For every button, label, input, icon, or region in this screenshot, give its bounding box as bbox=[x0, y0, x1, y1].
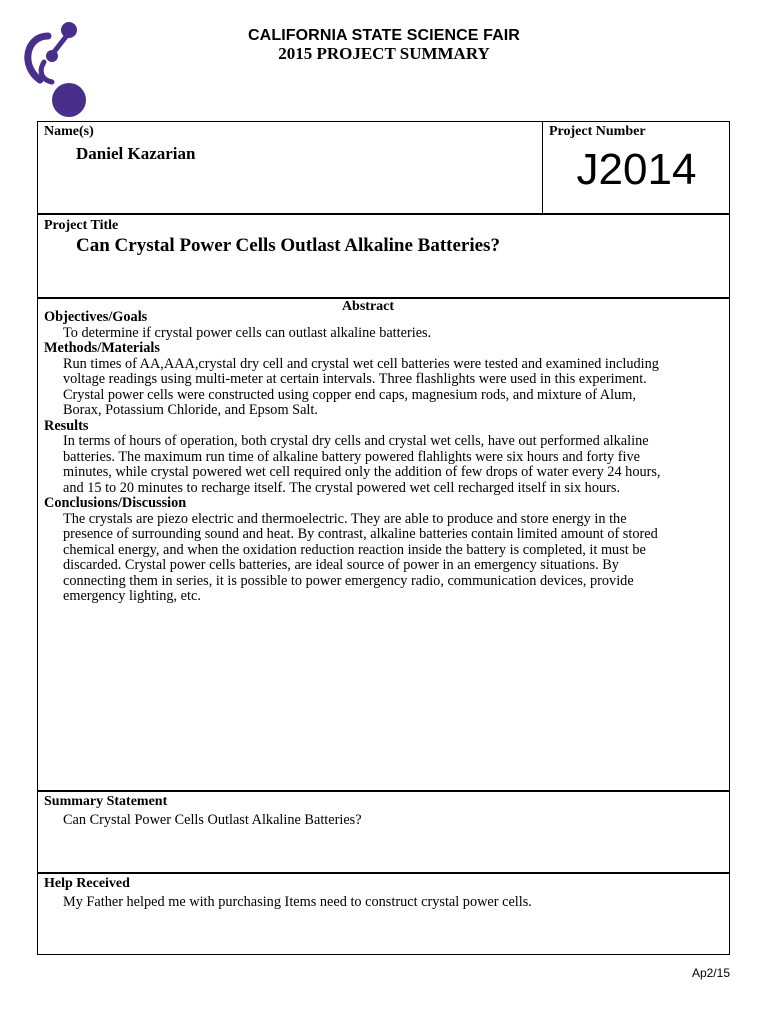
project-number: J2014 bbox=[576, 145, 697, 194]
section-line: voltage readings using multi-meter at certain intervals. Three flashlights were used in this experiment. bbox=[63, 371, 647, 387]
section-line: To determine if crystal power cells can outlast alkaline batteries. bbox=[63, 324, 432, 341]
names-box bbox=[37, 121, 730, 215]
abstract-section bbox=[44, 496, 724, 605]
help-received-box bbox=[37, 872, 730, 955]
project-title: Can Crystal Power Cells Outlast Alkaline Batteries? bbox=[76, 235, 500, 256]
section-heading: Conclusions/Discussion bbox=[44, 495, 187, 511]
section-heading: Results bbox=[44, 417, 89, 434]
section-line: and 15 to 20 minutes to recharge itself. The crystal powered wet cell recharged itself in six hours. bbox=[63, 479, 621, 496]
student-name: Daniel Kazarian bbox=[76, 144, 196, 163]
help-received-text: My Father helped me with purchasing Items need to construct crystal power cells. bbox=[63, 894, 532, 910]
project-number-label: Project Number bbox=[549, 124, 646, 139]
project-number-cell bbox=[542, 122, 729, 213]
abstract-section bbox=[44, 310, 724, 341]
section-line: discarded. Crystal power cells batteries, are ideal source of power in an emergency situations. By bbox=[63, 557, 619, 573]
abstract-section bbox=[44, 419, 724, 497]
section-line: In terms of hours of operation, both crystal dry cells and crystal wet cells, have out performed alkaline bbox=[63, 433, 649, 449]
section-line: presence of surrounding sound and heat. By contrast, alkaline batteries contain limited amount of stored bbox=[63, 526, 658, 542]
section-line: emergency lighting, etc. bbox=[63, 588, 201, 604]
section-line: Run times of AA,AAA,crystal dry cell and crystal wet cell batteries were tested and examined including bbox=[63, 355, 659, 372]
section-line: connecting them in series, it is possible to power emergency radio, communication devices, provide bbox=[63, 572, 634, 589]
section-line: batteries. The maximum run time of alkaline battery powered flahlights were six hours and forty five bbox=[63, 448, 640, 465]
section-line: chemical energy, and when the oxidation reduction reaction inside the battery is completed, it must be bbox=[63, 541, 646, 558]
abstract-content bbox=[44, 310, 724, 605]
project-title-label: Project Title bbox=[44, 218, 119, 233]
names-label: Name(s) bbox=[44, 124, 94, 139]
section-line: minutes, while crystal powered wet cell required only the addition of few drops of water every 24 hours, bbox=[63, 464, 661, 480]
fair-title: CALIFORNIA STATE SCIENCE FAIR bbox=[248, 27, 520, 44]
section-line: The crystals are piezo electric and thermoelectric. They are able to produce and store energy in the bbox=[63, 510, 627, 527]
section-line: Borax, Potassium Chloride, and Epsom Salt. bbox=[63, 402, 318, 418]
abstract-box bbox=[37, 297, 730, 792]
help-received-label: Help Received bbox=[44, 876, 130, 891]
abstract-heading: Abstract bbox=[341, 299, 395, 314]
section-line: Crystal power cells were constructed using copper end caps, magnesium rods, and mixture of Alum, bbox=[63, 386, 636, 403]
summary-subtitle: 2015 PROJECT SUMMARY bbox=[278, 44, 490, 63]
form-code: Ap2/15 bbox=[691, 966, 730, 980]
abstract-section bbox=[44, 341, 724, 419]
summary-statement-box bbox=[37, 790, 730, 874]
section-heading: Methods/Materials bbox=[44, 340, 160, 356]
section-heading: Objectives/Goals bbox=[44, 309, 148, 325]
summary-statement-label: Summary Statement bbox=[44, 794, 168, 809]
project-title-box bbox=[37, 213, 730, 299]
summary-statement-text: Can Crystal Power Cells Outlast Alkaline Batteries? bbox=[63, 812, 362, 828]
